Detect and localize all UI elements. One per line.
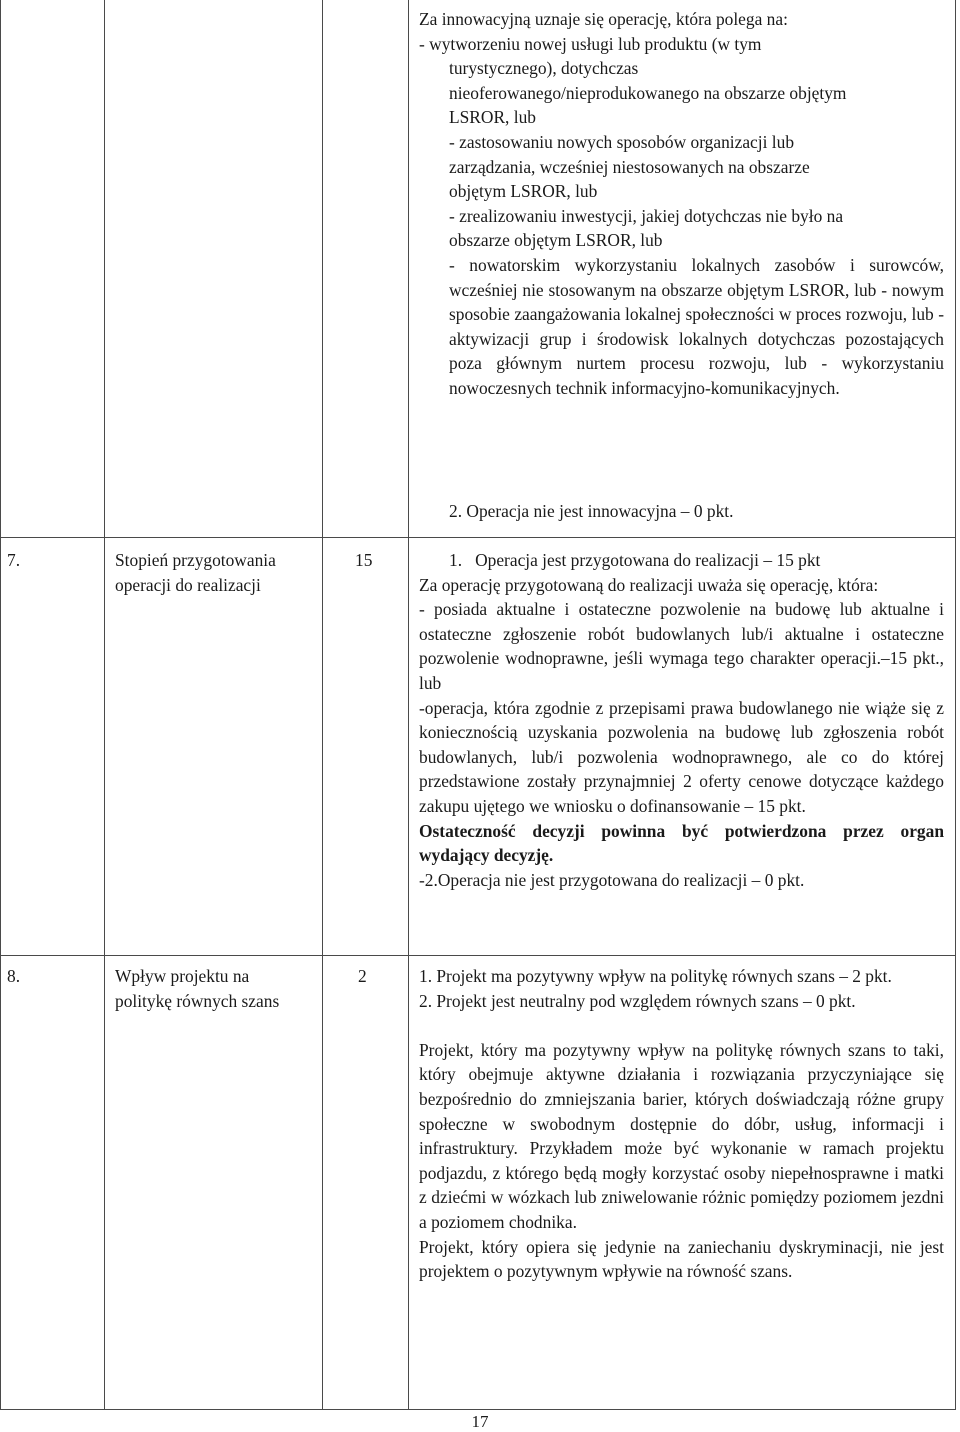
text-line: LSROR, lub xyxy=(449,107,536,128)
text-line: - wytworzeniu nowej usługi lub produktu (w tym xyxy=(419,33,762,54)
text-paragraph: - nowatorskim wykorzystaniu lokalnych zasobów i surowców, wcześniej nie stosowanym na obszarze objętym LSROR, lub - nowym sposobie zaangażowania lokalnej społeczności w proces rozwoju, lub - aktywizacji grup i środowisk lokalnych dotychczas pozostających poza głównym nurtem procesu rozwoju, lub - wykorzystaniu nowoczesnych technik informacyjno-komunikacyjnych. xyxy=(449,255,944,398)
option-1: 1. Operacja jest przygotowana do realizacji – 15 pkt xyxy=(449,550,821,570)
text-line: obszarze objętym LSROR, lub xyxy=(449,230,663,251)
row7-number xyxy=(7,548,20,573)
table-divider-2 xyxy=(322,0,323,1410)
table-border-right xyxy=(955,0,956,1410)
text-paragraph: Projekt, który ma pozytywny wpływ na politykę równych szans to taki, który obejmuje aktywne działania i rozwiązania przyczyniające się bezpośrednio do zmniejszania barier, których doświadczają różne grupy społeczne w swobodnym dostępnie do dóbr, usług, informacji i infrastruktury. Przykładem może być wykonanie w ramach projektu podjazdu, z którego będą mogły korzystać osoby niepełnosprawne i matki z dziećmi w wózkach lub zniwelowanie różnic pomiędzy poziomem jezdni a poziomem chodnika. xyxy=(419,1039,944,1232)
text-line: objętym LSROR, lub xyxy=(449,181,598,202)
row8-number xyxy=(7,964,20,989)
option-2: 2. Projekt jest neutralny pod względem równych szans – 0 pkt. xyxy=(419,990,856,1011)
text-line: turystycznego), dotychczas xyxy=(449,58,639,79)
text-line: zarządzania, wcześniej niestosowanych na obszarze xyxy=(449,156,810,177)
row6-option-2 xyxy=(449,499,944,524)
criterion-text: Stopień przygotowania operacji do realizacji xyxy=(115,550,276,595)
row8-description xyxy=(419,964,944,1284)
table-divider-3 xyxy=(408,0,409,1410)
option-2: -2.Operacja nie jest przygotowana do realizacji – 0 pkt. xyxy=(419,869,805,890)
row-number: 7. xyxy=(7,550,21,570)
row-separator-8 xyxy=(0,955,956,956)
row7-description xyxy=(419,548,944,892)
text-paragraph: - posiada aktualne i ostateczne pozwolenie na budowę lub aktualne i ostateczne zgłoszenie robót budowlanych lub/i aktualne i ostateczne pozwolenie wodnoprawne, jeśli wymaga tego charakter operacji.–15 pkt., lub xyxy=(419,599,944,693)
row7-max-points xyxy=(355,548,372,573)
points-value: 2 xyxy=(358,966,367,986)
bold-note: Ostateczność decyzji powinna być potwierdzona przez organ wydający decyzję. xyxy=(419,820,944,866)
option-text: 2. Operacja nie jest innowacyjna – 0 pkt. xyxy=(449,501,734,521)
text-paragraph: -operacja, która zgodnie z przepisami prawa budowlanego nie wiąże się z koniecznością uzyskania pozwolenia na budowę lub zgłoszenia robót budowlanych, lub/i pozwolenia wodnoprawnego, ale co do której przedstawione zostały przynajmniej 2 oferty cenowe dotyczące każdego zakupu ujętego we wniosku o dofinansowanie – 15 pkt. xyxy=(419,697,944,816)
row8-criterion xyxy=(115,964,305,1013)
row7-criterion xyxy=(115,548,315,597)
option-1: 1. Projekt ma pozytywny wpływ na politykę równych szans – 2 pkt. xyxy=(419,966,892,986)
table-border-bottom xyxy=(0,1409,956,1410)
row-number: 8. xyxy=(7,966,21,986)
criterion-text: Wpływ projektu na politykę równych szans xyxy=(115,966,280,1011)
points-value: 15 xyxy=(355,550,373,570)
table-border-left xyxy=(0,0,1,1410)
row-separator-7 xyxy=(0,537,956,538)
table-divider-1 xyxy=(104,0,105,1410)
text-paragraph: Projekt, który opiera się jedynie na zaniechaniu dyskryminacji, nie jest projektem o pozytywnym wpływie na równość szans. xyxy=(419,1236,944,1282)
page-number: 17 xyxy=(471,1412,489,1431)
text-line: Za innowacyjną uznaje się operację, która polega na: xyxy=(419,9,788,29)
row8-max-points xyxy=(358,964,367,989)
text-line: nieoferowanego/nieprodukowanego na obszarze objętym xyxy=(449,82,847,103)
row6-description-continued xyxy=(449,253,944,401)
row6-description xyxy=(419,7,944,253)
text-line: - zastosowaniu nowych sposobów organizacji lub xyxy=(449,131,795,152)
text-line: - zrealizowaniu inwestycji, jakiej dotychczas nie było na xyxy=(449,205,844,226)
text-paragraph: Za operację przygotowaną do realizacji uważa się operację, która: xyxy=(419,574,879,595)
